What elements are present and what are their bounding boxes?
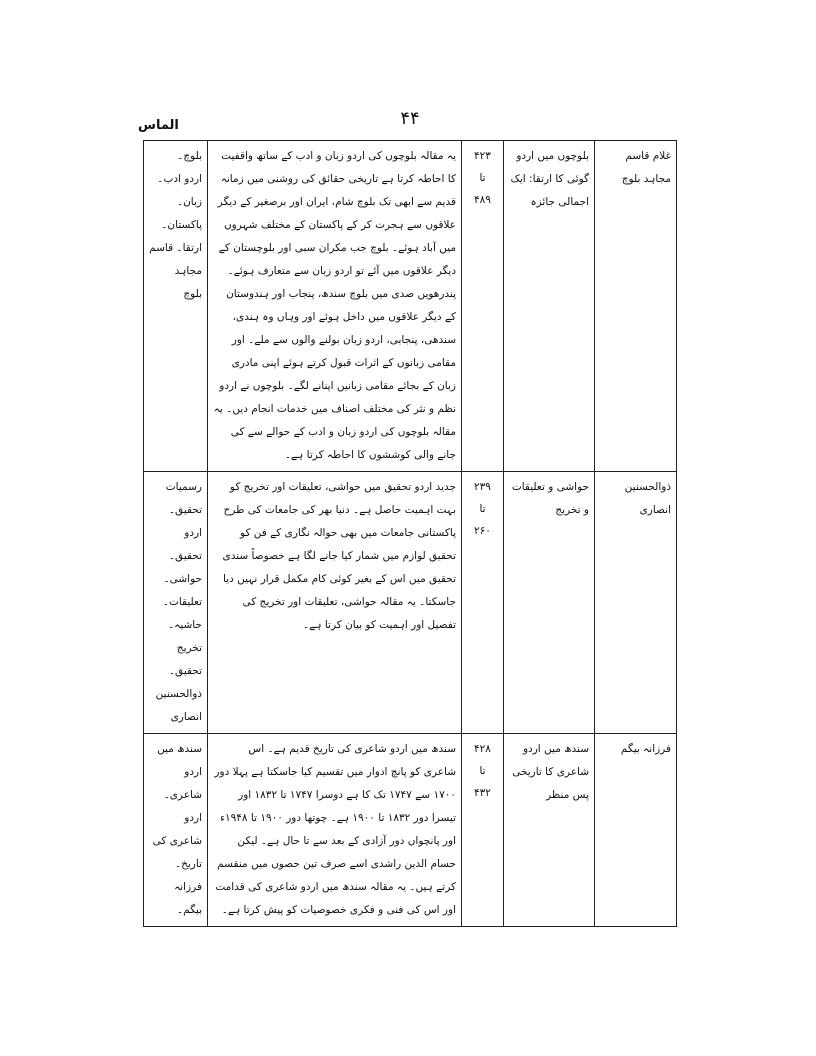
page-start: ۲۳۹ <box>474 481 491 493</box>
keyword: ارتقا۔ قاسم مجاہد <box>149 242 202 277</box>
keyword: پاکستان۔ <box>161 219 202 231</box>
page-end: ۴۸۹ <box>474 194 491 206</box>
keyword: تعلیقات۔ حاشیہ۔ <box>162 596 202 631</box>
author-cell: غلام قاسم مجاہد بلوچ <box>595 141 677 472</box>
pages-cell <box>462 734 504 927</box>
keyword: تاریخ۔ فرزانہ <box>174 858 202 893</box>
author-cell: فرزانہ بیگم <box>595 734 677 927</box>
keyword: اردو تحقیق۔ حواشی۔ <box>163 527 202 585</box>
keywords-cell <box>144 472 208 734</box>
page-start: ۴۲۸ <box>474 743 491 755</box>
title-cell: حواشی و تعلیقات و تخریج <box>504 472 595 734</box>
keyword: اردو ادب۔ <box>157 173 202 185</box>
pages-cell <box>462 141 504 472</box>
page-number: ۴۴ <box>400 108 420 129</box>
keywords-cell <box>144 141 208 472</box>
title-cell: سندھ میں اردو شاعری کا تاریخی پس منظر <box>504 734 595 927</box>
page-to: تا <box>479 765 486 777</box>
keyword: سندھ میں اردو <box>157 743 202 778</box>
abstract-cell: جدید اردو تحقیق میں حواشی، تعلیقات اور تخریج کو بہت اہمیت حاصل ہے۔ دنیا بھر کی جامعات کی طرح پاکستانی جامعات میں بھی حوالہ نگاری کے فن کو تحقیق لوازم میں شمار کیا جانے لگا ہے خصوصاً سندی تحقیق میں اس کے بغیر کوئی کام مکمل قرار نہیں دیا جاسکتا۔ یہ مقالہ حواشی، تعلیقات اور تخریج کی تفصیل اور اہمیت کو بیان کرتا ہے۔ <box>208 472 462 734</box>
keyword: بلوچ <box>183 288 202 300</box>
table-row <box>144 141 677 472</box>
keyword: بیگم۔ <box>176 904 202 916</box>
page-to: تا <box>479 503 486 515</box>
abstract-cell: یہ مقالہ بلوچوں کی اردو زبان و ادب کے ساتھ واقفیت کا احاطہ کرتا ہے تاریخی حقائق کی روشنی میں زمانہ قدیم سے ابھی تک بلوچ شام، ایران اور برصغیر کے دیگر علاقوں سے ہجرت کر کے پاکستان کے مختلف شہروں میں آباد ہوئے۔ بلوچ جب مکران سبی اور بلوچستان کے دیگر علاقوں میں آئے تو اردو زبان سے متعارف ہوئے۔ پندرھویں صدی میں بلوچ سندھ، پنجاب اور ہندوستان کے دیگر علاقوں میں داخل ہوئے اور وہاں وہ ہندی، سندھی، پنجابی، اردو زبان بولنے والوں سے ملے۔ اور مقامی زبانوں کے اثرات قبول کرتے ہوئے اپنی مادری زبان کے بجائے مقامی زبانیں اپنانے لگے۔ بلوچوں نے اردو نظم و نثر کی مختلف اصناف میں خدمات انجام دیں۔ یہ مقالہ بلوچوں کی اردو زبان و ادب کے حوالے سے کی جانے والی کوششوں کا احاطہ کرتا ہے۔ <box>208 141 462 472</box>
page-end: ۴۳۲ <box>474 787 491 799</box>
table-row <box>144 472 677 734</box>
journal-name: الماس <box>138 118 179 133</box>
keyword: تخریج تحقیق۔ <box>168 642 202 677</box>
keyword: زبان۔ <box>176 196 202 208</box>
keyword: رسمیات تحقیق۔ <box>165 481 202 516</box>
page-end: ۲۶۰ <box>474 525 491 537</box>
keyword: بلوچ۔ <box>177 150 202 162</box>
keywords-cell <box>144 734 208 927</box>
page-to: تا <box>479 172 486 184</box>
author-cell: ذوالحسنین انصاری <box>595 472 677 734</box>
abstract-cell: سندھ میں اردو شاعری کی تاریخ قدیم ہے۔ اس شاعری کو پانچ ادوار میں تقسیم کیا جاسکتا ہے پہلا دور ۱۷۰۰ سے ۱۷۴۷ تک کا ہے دوسرا ۱۷۴۷ تا ۱۸۳۲ اور تیسرا دور ۱۸۳۲ تا ۱۹۰۰ ہے۔ چوتھا دور ۱۹۰۰ تا ۱۹۴۸ء اور پانچواں دور آزادی کے بعد سے تا حال ہے۔ لیکن حسام الدین راشدی اسے صرف تین حصوں میں منقسم کرتے ہیں۔ یہ مقالہ سندھ میں اردو شاعری کی قدامت اور اس کی فنی و فکری خصوصیات کو پیش کرتا ہے۔ <box>208 734 462 927</box>
keyword: ذوالحسنین انصاری <box>155 688 202 723</box>
title-cell: بلوچوں میں اردو گوئی کا ارتقا: ایک اجمالی جائزہ <box>504 141 595 472</box>
table-row <box>144 734 677 927</box>
page-start: ۴۲۳ <box>474 150 491 162</box>
pages-cell <box>462 472 504 734</box>
article-index-table <box>143 140 677 927</box>
keyword: شاعری کی <box>152 835 202 847</box>
keyword: شاعری۔ اردو <box>163 789 202 824</box>
